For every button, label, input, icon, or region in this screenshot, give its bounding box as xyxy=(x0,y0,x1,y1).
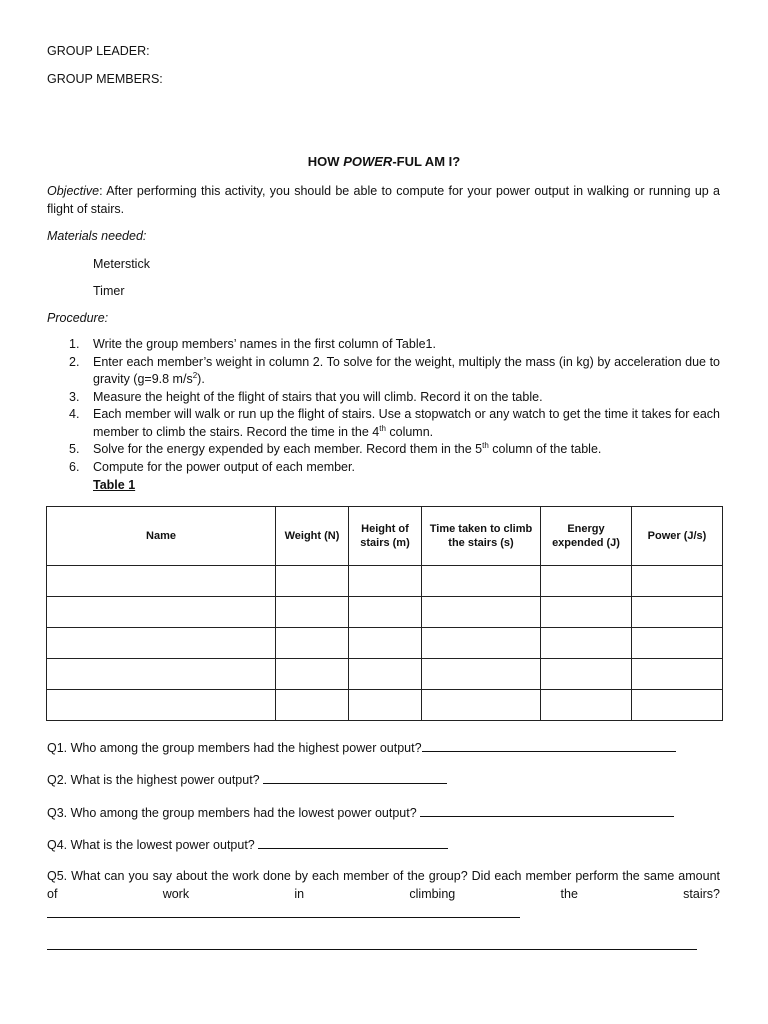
procedure-step xyxy=(47,441,720,459)
table-cell[interactable] xyxy=(541,566,632,597)
question-text: Q1. Who among the group members had the highest power output? xyxy=(47,741,422,755)
question-q2 xyxy=(47,771,447,787)
procedure-step xyxy=(47,406,720,441)
table-cell[interactable] xyxy=(349,628,422,659)
objective-label: Objective xyxy=(47,184,100,198)
table-cell[interactable] xyxy=(349,566,422,597)
column-header-height: Height of stairs (m) xyxy=(349,507,422,566)
answer-blank[interactable] xyxy=(263,771,447,784)
table-cell[interactable] xyxy=(47,597,276,628)
answer-line[interactable] xyxy=(47,917,520,918)
step-number: 5. xyxy=(69,442,80,456)
table-cell[interactable] xyxy=(422,597,541,628)
table-cell[interactable] xyxy=(276,628,349,659)
step-text-end: ). xyxy=(197,372,205,386)
question-text: Q4. What is the lowest power output? xyxy=(47,838,259,852)
table-cell[interactable] xyxy=(632,597,723,628)
table-cell[interactable] xyxy=(632,628,723,659)
table-cell[interactable] xyxy=(632,690,723,721)
answer-blank[interactable] xyxy=(420,804,674,817)
materials-label: Materials needed: xyxy=(47,229,147,243)
answer-blank[interactable] xyxy=(422,739,676,752)
table-cell[interactable] xyxy=(541,628,632,659)
table-cell[interactable] xyxy=(349,659,422,690)
column-header-name: Name xyxy=(47,507,276,566)
group-members-label: GROUP MEMBERS: xyxy=(47,72,163,86)
table-cell[interactable] xyxy=(632,566,723,597)
step-number: 4. xyxy=(69,407,80,421)
page-title xyxy=(0,154,768,169)
superscript: th xyxy=(379,423,386,433)
table-cell[interactable] xyxy=(632,659,723,690)
step-text-end: column. xyxy=(385,424,434,439)
table-row xyxy=(47,628,723,659)
step-number: 3. xyxy=(69,389,80,404)
question-q5: Q5. What can you say about the work done by each member of the group? Did each member perform the same amount of work in climbing the stairs? xyxy=(47,869,720,901)
procedure-step xyxy=(47,354,720,389)
step-text-end: column of the table. xyxy=(488,442,602,456)
column-header-weight: Weight (N) xyxy=(276,507,349,566)
table-caption: Table 1 xyxy=(93,478,136,492)
table-cell[interactable] xyxy=(422,628,541,659)
material-item-timer: Timer xyxy=(93,284,125,298)
table-row xyxy=(47,659,723,690)
table-cell[interactable] xyxy=(47,659,276,690)
answer-line[interactable] xyxy=(47,949,697,950)
table-cell[interactable] xyxy=(276,597,349,628)
title-suffix: -FUL AM I? xyxy=(392,154,461,169)
question-q3 xyxy=(47,804,674,820)
step-text: Measure the height of the flight of stairs that you will climb. Record it on the table. xyxy=(93,389,543,404)
table-cell[interactable] xyxy=(541,659,632,690)
question-q4 xyxy=(47,836,448,852)
table-cell[interactable] xyxy=(47,628,276,659)
step-text: Enter each member’s weight in column 2. To solve for the weight, multiply the mass (in kg) by acceleration due to gravity (g=9.8 m/s xyxy=(93,354,720,386)
step-text: Each member will walk or run up the flight of stairs. Use a stopwatch or any watch to get the time it takes for each member to climb the stairs. Record the time in the 4 xyxy=(93,407,720,439)
step-number: 6. xyxy=(69,459,80,474)
table-cell[interactable] xyxy=(276,690,349,721)
material-item-meterstick: Meterstick xyxy=(93,257,150,271)
step-number: 1. xyxy=(69,337,80,351)
table-cell[interactable] xyxy=(47,690,276,721)
column-header-time: Time taken to climb the stairs (s) xyxy=(422,507,541,566)
title-prefix: HOW xyxy=(307,154,344,169)
superscript: 2 xyxy=(192,370,198,380)
group-leader-label: GROUP LEADER: xyxy=(47,44,150,58)
column-header-power: Power (J/s) xyxy=(632,507,723,566)
objective-text: : After performing this activity, you should be able to compute for your power output in walking or running up a flight of stairs. xyxy=(47,184,720,216)
table-cell[interactable] xyxy=(276,659,349,690)
table-cell[interactable] xyxy=(349,690,422,721)
question-text: Q2. What is the highest power output? xyxy=(47,773,264,787)
table-cell[interactable] xyxy=(349,597,422,628)
table-cell[interactable] xyxy=(541,597,632,628)
table-row xyxy=(47,566,723,597)
procedure-label: Procedure: xyxy=(47,311,109,325)
table-header-row xyxy=(47,507,723,566)
table-row xyxy=(47,690,723,721)
column-header-energy: Energy expended (J) xyxy=(541,507,632,566)
table-cell[interactable] xyxy=(422,566,541,597)
data-table xyxy=(46,506,723,721)
procedure-list xyxy=(47,336,720,476)
step-number: 2. xyxy=(69,354,80,369)
question-q1 xyxy=(47,739,676,755)
procedure-step xyxy=(47,459,720,477)
answer-blank[interactable] xyxy=(258,836,448,849)
table-cell[interactable] xyxy=(541,690,632,721)
procedure-step xyxy=(47,389,720,407)
superscript: th xyxy=(482,440,489,450)
title-emphasis: POWER xyxy=(343,154,393,169)
table-row xyxy=(47,597,723,628)
step-text: Write the group members’ names in the first column of Table1. xyxy=(93,337,436,351)
objective-paragraph xyxy=(47,183,720,218)
procedure-step xyxy=(47,336,720,354)
step-text: Solve for the energy expended by each member. Record them in the 5 xyxy=(93,442,483,456)
table-cell[interactable] xyxy=(422,659,541,690)
step-text: Compute for the power output of each member. xyxy=(93,459,355,474)
question-text: Q3. Who among the group members had the lowest power output? xyxy=(47,806,421,820)
table-cell[interactable] xyxy=(422,690,541,721)
table-cell[interactable] xyxy=(276,566,349,597)
table-cell[interactable] xyxy=(47,566,276,597)
